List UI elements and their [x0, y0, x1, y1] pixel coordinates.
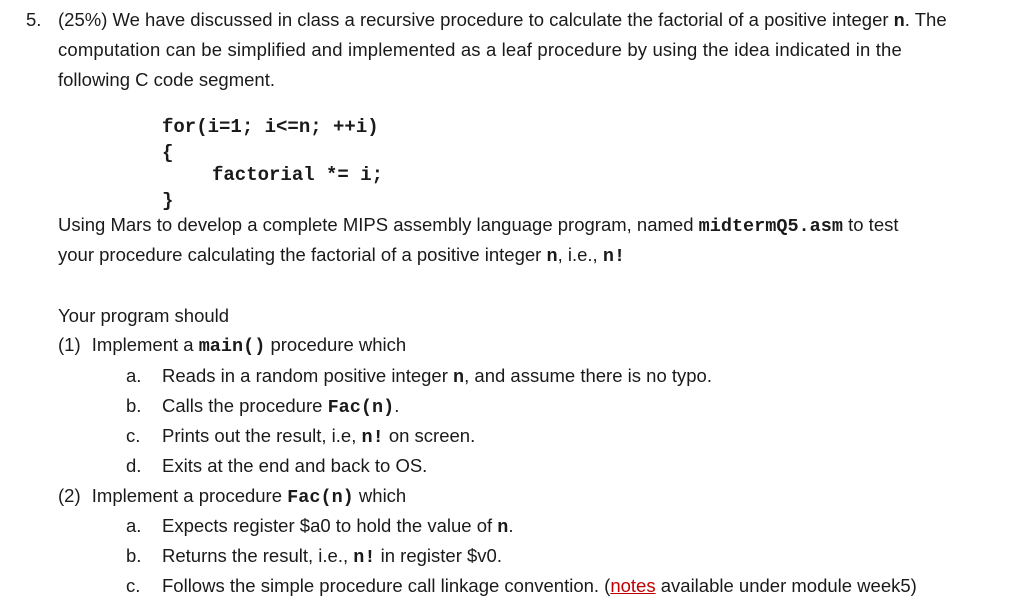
intro-n: n: [893, 11, 905, 32]
code-line-open-brace: {: [162, 142, 174, 164]
notes-link[interactable]: notes: [610, 575, 656, 596]
part1-item-d-prefix: Exits at the end and back to OS.: [162, 455, 428, 476]
part2-item-a-prefix: Expects register $a0 to hold the value of: [162, 515, 498, 536]
part1-item-a: [162, 364, 712, 390]
intro-line-1: [58, 8, 976, 34]
part1-item-b-prefix: Calls the procedure: [162, 395, 328, 416]
part1-item-b-letter: b.: [126, 395, 142, 416]
part1-item-c-letter: c.: [126, 425, 141, 446]
requirements-heading: Your program should: [58, 305, 230, 326]
part1-item-b-code: Fac(n): [327, 397, 395, 418]
task-filename: midtermQ5.asm: [698, 216, 843, 237]
part2-item-b: [162, 544, 502, 570]
part1-label: (1): [58, 334, 81, 355]
part2-item-a: [162, 514, 514, 540]
task-line-2: [58, 243, 625, 269]
part2-item-a-letter: a.: [126, 515, 142, 536]
part2-code: Fac(n): [287, 487, 354, 508]
part1-item-a-letter: a.: [126, 365, 142, 386]
task-nfact: n!: [602, 246, 626, 267]
part2-item-b-prefix: Returns the result, i.e.,: [162, 545, 354, 566]
question-number: 5.: [26, 9, 42, 30]
part1-item-c-code: n!: [361, 427, 384, 448]
part1-item-d: [162, 454, 427, 478]
task-line-2-prefix: your procedure calculating the factorial of a positive integer: [58, 244, 547, 265]
part1-prefix: Implement a: [91, 334, 199, 355]
part1-item-b-suffix: .: [394, 395, 400, 416]
intro-line-1-prefix: (25%) We have discussed in class a recursive procedure to calculate the factorial of a positive integer: [58, 9, 889, 30]
part1-item-c-suffix: on screen.: [383, 425, 476, 446]
intro-line-1-suffix: . The: [904, 9, 947, 30]
part2-item-a-code: n: [497, 517, 509, 538]
part1-item-a-prefix: Reads in a random positive integer: [162, 365, 454, 386]
part2-item-a-suffix: .: [508, 515, 514, 536]
intro-line-3: following C code segment.: [58, 69, 275, 90]
task-line-1-suffix: to test: [842, 214, 899, 235]
task-line-1-prefix: Using Mars to develop a complete MIPS assembly language program, named: [58, 214, 699, 235]
part1-item-a-suffix: , and assume there is no typo.: [464, 365, 712, 386]
intro-line-2: computation can be simplified and implemented as a leaf procedure by using the idea indicated in the: [58, 39, 902, 60]
code-line-close-brace: }: [162, 190, 174, 212]
part1-item-c-prefix: Prints out the result, i.e,: [162, 425, 362, 446]
code-line-for: for(i=1; i<=n; ++i): [162, 116, 379, 138]
part1-item-d-letter: d.: [126, 455, 142, 476]
part1-item-c: [162, 424, 475, 450]
part2-item-c-prefix: Follows the simple procedure call linkage convention. (: [162, 575, 611, 596]
part1-item-a-code: n: [453, 367, 465, 388]
task-n: n: [546, 246, 558, 267]
part2-item-b-letter: b.: [126, 545, 142, 566]
part1-header: [58, 333, 406, 359]
part1-suffix: procedure which: [265, 334, 407, 355]
task-line-2-mid: , i.e.,: [557, 244, 603, 265]
code-line-factorial: factorial *= i;: [212, 164, 384, 186]
part1-item-b: [162, 394, 399, 420]
part2-header: [58, 484, 406, 510]
part2-label: (2): [58, 485, 81, 506]
part2-item-c-suffix: available under module week5): [655, 575, 917, 596]
part2-item-b-suffix: in register $v0.: [375, 545, 502, 566]
part2-suffix: which: [353, 485, 407, 506]
part2-item-c: [162, 574, 917, 598]
part2-item-c-letter: c.: [126, 575, 141, 596]
task-line-1: [58, 213, 899, 239]
part2-item-b-code: n!: [353, 547, 376, 568]
part2-prefix: Implement a procedure: [91, 485, 288, 506]
part1-code: main(): [198, 336, 266, 357]
